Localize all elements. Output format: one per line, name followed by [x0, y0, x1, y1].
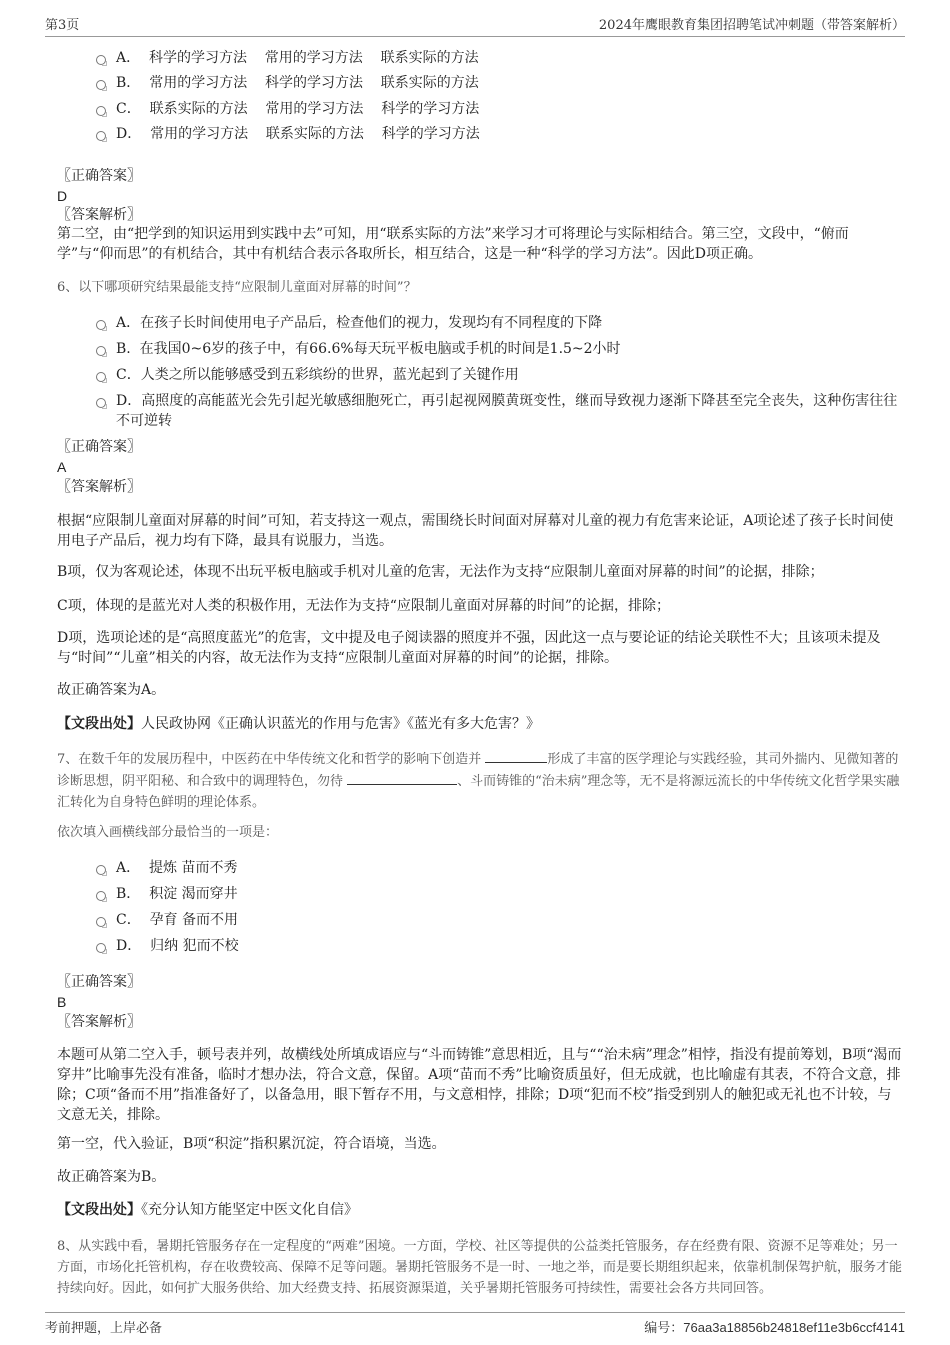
q7-text-1: 7、在数千年的发展历程中，中医药在中华传统文化和哲学的影响下创造并 — [57, 752, 486, 767]
q5-answer-label: 〖正确答案〗 — [57, 168, 141, 184]
q7-source — [57, 1200, 905, 1220]
radio-icon[interactable] — [96, 372, 106, 382]
radio-icon[interactable] — [96, 80, 106, 90]
document-code — [644, 1317, 905, 1336]
q5-analysis-label: 〖答案解析〗 — [57, 207, 141, 223]
radio-icon[interactable] — [96, 55, 106, 65]
q7-option-b[interactable]: B． 积淀 渴而穿井 — [96, 884, 905, 904]
source-label: 【文段出处】 — [57, 1202, 141, 1218]
q7-answer: B — [57, 994, 67, 1010]
q6-source — [57, 714, 905, 734]
q7-analysis-label: 〖答案解析〗 — [57, 1014, 141, 1030]
blank-1 — [485, 748, 547, 763]
q6-conclusion: 故正确答案为A。 — [57, 682, 166, 698]
source-text: 人民政协网《正确认识蓝光的作用与危害》《蓝光有多大危害？》 — [141, 716, 540, 732]
q7-conclusion: 故正确答案为B。 — [57, 1169, 166, 1185]
q5-option-d[interactable]: D． 常用的学习方法 联系实际的方法 科学的学习方法 — [96, 124, 905, 144]
q6-analysis-p3: C项，体现的是蓝光对人类的积极作用，无法作为支持“应限制儿童面对屏幕的时间”的论据，排除； — [57, 598, 671, 614]
q5-option-b[interactable]: B． 常用的学习方法 科学的学习方法 联系实际的方法 — [96, 73, 905, 93]
q8-question: 8、从实践中看，暑期托管服务存在一定程度的“两难”困境。一方面，学校、社区等提供的公益类托管服务，存在经费有限、资源不足等难处；另一方面，市场化托管机构，存在收费较高、保障不足等问题。暑期托管服务不是一时、一地之举，而是要长期组织起来，依靠机制保驾护航，服务才能持续向好。因此，如何扩大服务供给、加大经费支持、拓展资源渠道，关乎暑期托管服务可持续性，需要社会各方共同回答。 — [57, 1239, 903, 1296]
q7-answer-label: 〖正确答案〗 — [57, 974, 141, 990]
radio-icon[interactable] — [96, 943, 106, 953]
q7-question — [57, 748, 905, 813]
q6-analysis-p1: 根据“应限制儿童面对屏幕的时间”可知，若支持这一观点，需围绕长时间面对屏幕对儿童的视力有危害来论证，A项论述了孩子长时间使用电子产品后，视力均有下降，最具有说服力，当选。 — [57, 513, 894, 549]
q7-prompt: 依次填入画横线部分最恰当的一项是： — [57, 825, 279, 840]
page-header — [45, 14, 905, 37]
q6-analysis-p4: D项，选项论述的是“高照度蓝光”的危害，文中提及电子阅读器的照度并不强，因此这一点与要论证的结论关联性不大；且该项未提及与“时间”“儿童”相关的内容，故无法作为支持“应限制儿童面对屏幕的时间”的论据，排除。 — [57, 630, 881, 666]
q7-option-c[interactable]: C． 孕育 备而不用 — [96, 910, 905, 930]
footer-slogan: 考前押题，上岸必备 — [45, 1321, 163, 1336]
q6-answer: A — [57, 459, 67, 475]
q5-option-a[interactable]: A． 科学的学习方法 常用的学习方法 联系实际的方法 — [96, 48, 905, 68]
q6-question: 6、以下哪项研究结果最能支持“应限制儿童面对屏幕的时间”？ — [57, 280, 417, 295]
q7-analysis-p2: 第一空，代入验证，B项“积淀”指积累沉淀，符合语境，当选。 — [57, 1136, 446, 1152]
radio-icon[interactable] — [96, 891, 106, 901]
q5-analysis: 第二空，由“把学到的知识运用到实践中去”可知，用“联系实际的方法”来学习才可将理论与实际相结合。第三空，文段中，“俯而学”与“仰而思”的有机结合，其中有机结合表示各取所长，相互结合，这是一种“科学的学习方法”。因此D项正确。 — [57, 226, 849, 262]
q5-answer: D — [57, 188, 68, 204]
q6-option-c[interactable]: C．人类之所以能够感受到五彩缤纷的世界，蓝光起到了关键作用 — [96, 365, 905, 385]
radio-icon[interactable] — [96, 131, 106, 141]
q7-analysis-p1: 本题可从第二空入手，顿号表并列，故横线处所填成语应与“斗而铸锥”意思相近，且与““治未病”理念”相悖，指没有提前筹划，B项“渴而穿井”比喻事先没有准备，临时才想办法，符合文意，保留。A项“苗而不秀”比喻资质虽好，但无成就，也比喻虚有其表，不符合文意，排除；C项“备而不用”指准备好了，以备急用，眼下暂存不用，与文意相悖，排除；D项“犯而不校”指受到别人的触犯或无礼也不计较，与文意无关，排除。 — [57, 1047, 902, 1123]
radio-icon[interactable] — [96, 346, 106, 356]
blank-2 — [347, 770, 457, 785]
radio-icon[interactable] — [96, 398, 106, 408]
radio-icon[interactable] — [96, 320, 106, 330]
radio-icon[interactable] — [96, 865, 106, 875]
q6-option-d[interactable]: D．高照度的高能蓝光会先引起光敏感细胞死亡，再引起视网膜黄斑变性，继而导致视力逐渐下降甚至完全丧失，这种伤害往往不可逆转 — [96, 391, 905, 431]
page-footer — [45, 1312, 905, 1336]
document-title: 2024年鹰眼教育集团招聘笔试冲刺题（带答案解析） — [598, 18, 905, 33]
radio-icon[interactable] — [96, 917, 106, 927]
q6-option-a[interactable]: A．在孩子长时间使用电子产品后，检查他们的视力，发现均有不同程度的下降 — [96, 313, 905, 333]
q6-answer-label: 〖正确答案〗 — [57, 439, 141, 455]
code-label: 编号： — [644, 1321, 684, 1336]
page-number: 第3页 — [45, 18, 80, 33]
source-label: 【文段出处】 — [57, 716, 141, 732]
q7-text-3: 、斗而铸锥的“治未病”理念等，无不是将源远流长的中华传统文化哲学果实融汇转化为自身特色鲜明的理论体系。 — [57, 774, 900, 810]
radio-icon[interactable] — [96, 106, 106, 116]
code-value: 76aa3a18856b24818ef11e3b6ccf4141 — [683, 1320, 905, 1335]
q7-option-a[interactable]: A． 提炼 苗而不秀 — [96, 858, 905, 878]
q5-option-c[interactable]: C． 联系实际的方法 常用的学习方法 科学的学习方法 — [96, 99, 905, 119]
source-text: 《充分认知方能坚定中医文化自信》 — [141, 1202, 358, 1218]
q6-option-b[interactable]: B. 在我国0~6岁的孩子中，有66.6%每天玩平板电脑或手机的时间是1.5~2小时 — [96, 339, 905, 359]
q6-analysis-p2: B项，仅为客观论述，体现不出玩平板电脑或手机对儿童的危害，无法作为支持“应限制儿童面对屏幕的时间”的论据，排除； — [57, 564, 824, 580]
q7-text-2: 形成了丰富的医学理论与实践经验，其司外揣内、见微知著的诊断思想，阴平阳秘、和合致中的调理特色，勿待 — [57, 752, 899, 789]
q7-option-d[interactable]: D． 归纳 犯而不校 — [96, 936, 905, 956]
q6-analysis-label: 〖答案解析〗 — [57, 479, 141, 495]
